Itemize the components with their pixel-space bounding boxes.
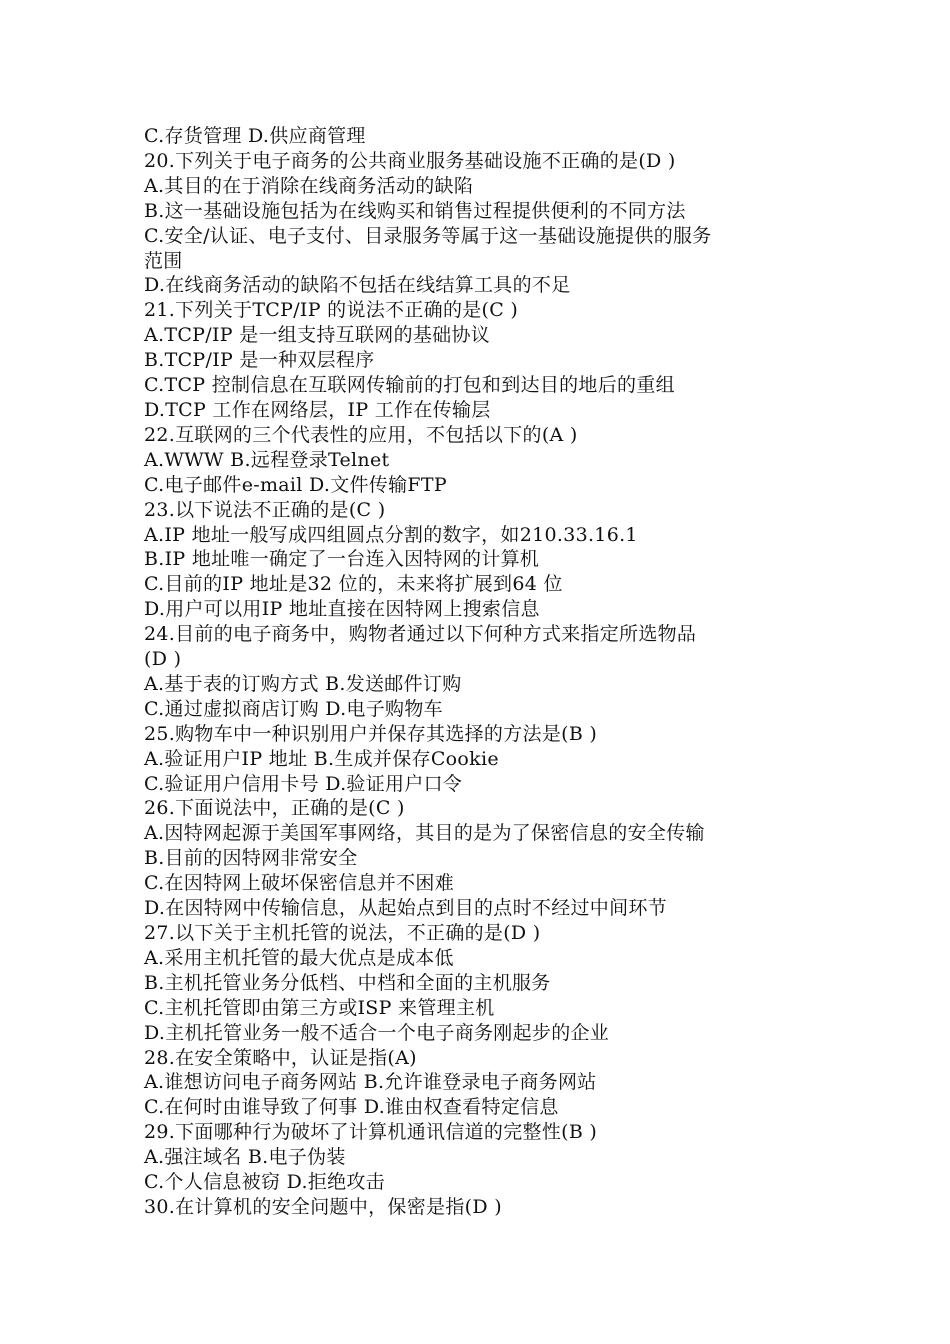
option-line: A.验证用户IP 地址 B.生成并保存Cookie	[144, 747, 499, 770]
option-line: C.电子邮件e-mail D.文件传输FTP	[144, 473, 447, 496]
option-line: C.主机托管即由第三方或ISP 来管理主机	[144, 996, 495, 1019]
option-line: B.IP 地址唯一确定了一台连入因特网的计算机	[144, 548, 540, 571]
option-line: A.基于表的订购方式 B.发送邮件订购	[144, 672, 462, 695]
option-line: A.因特网起源于美国军事网络，其目的是为了保密信息的安全传输	[144, 822, 705, 845]
option-line: D.主机托管业务一般不适合一个电子商务刚起步的企业	[144, 1021, 610, 1044]
question-28: 28.在安全策略中，认证是指(A)	[144, 1046, 417, 1069]
option-line: C.个人信息被窃 D.拒绝攻击	[144, 1171, 386, 1194]
question-22: 22.互联网的三个代表性的应用，不包括以下的(A )	[144, 423, 578, 446]
option-line: B.这一基础设施包括为在线购买和销售过程提供便利的不同方法	[144, 199, 686, 222]
question-26: 26.下面说法中，正确的是(C )	[144, 797, 405, 820]
option-line: C.TCP 控制信息在互联网传输前的打包和到达目的地后的重组	[144, 374, 675, 397]
option-line: C.验证用户信用卡号 D.验证用户口令	[144, 772, 463, 795]
option-line: C.目前的IP 地址是32 位的，未来将扩展到64 位	[144, 573, 563, 596]
question-23: 23.以下说法不正确的是(C )	[144, 498, 386, 521]
question-25: 25.购物车中一种识别用户并保存其选择的方法是(B )	[144, 722, 598, 745]
option-line: A.强注域名 B.电子伪装	[144, 1146, 346, 1169]
option-line: A.IP 地址一般写成四组圆点分割的数字，如210.33.16.1	[144, 523, 638, 546]
question-29: 29.下面哪种行为破坏了计算机通讯信道的完整性(B )	[144, 1121, 598, 1144]
option-line: D.在线商务活动的缺陷不包括在线结算工具的不足	[144, 274, 571, 297]
option-line: A.采用主机托管的最大优点是成本低	[144, 946, 454, 969]
question-30: 30.在计算机的安全问题中，保密是指(D )	[144, 1195, 502, 1218]
text-line: C.存货管理 D.供应商管理	[144, 125, 366, 147]
option-line: A.其目的在于消除在线商务活动的缺陷	[144, 174, 474, 197]
option-line: D.TCP 工作在网络层，IP 工作在传输层	[144, 398, 491, 421]
text-line: 范围	[144, 249, 183, 272]
question-21: 21.下列关于TCP/IP 的说法不正确的是(C )	[144, 299, 519, 322]
option-line: A.TCP/IP 是一组支持互联网的基础协议	[144, 324, 491, 347]
question-24: 24.目前的电子商务中，购物者通过以下何种方式来指定所选物品	[144, 623, 697, 646]
option-line: A.WWW B.远程登录Telnet	[144, 448, 390, 471]
option-line: A.谁想访问电子商务网站 B.允许谁登录电子商务网站	[144, 1071, 597, 1094]
question-27: 27.以下关于主机托管的说法，不正确的是(D )	[144, 922, 541, 944]
option-line: D.用户可以用IP 地址直接在因特网上搜索信息	[144, 598, 540, 621]
document-page	[144, 124, 824, 1220]
option-line: C.通过虚拟商店订购 D.电子购物车	[144, 697, 443, 720]
option-line: B.TCP/IP 是一种双层程序	[144, 349, 375, 372]
option-line: B.目前的因特网非常安全	[144, 847, 358, 870]
option-line: B.主机托管业务分低档、中档和全面的主机服务	[144, 971, 551, 994]
text-line: (D )	[144, 648, 182, 671]
option-line: C.在因特网上破坏保密信息并不困难	[144, 872, 455, 895]
option-line: C.安全/认证、电子支付、目录服务等属于这一基础设施提供的服务	[144, 224, 712, 247]
option-line: C.在何时由谁导致了何事 D.谁由权查看特定信息	[144, 1096, 559, 1119]
question-20: 20.下列关于电子商务的公共商业服务基础设施不正确的是(D )	[144, 149, 676, 172]
option-line: D.在因特网中传输信息，从起始点到目的点时不经过中间环节	[144, 897, 667, 920]
